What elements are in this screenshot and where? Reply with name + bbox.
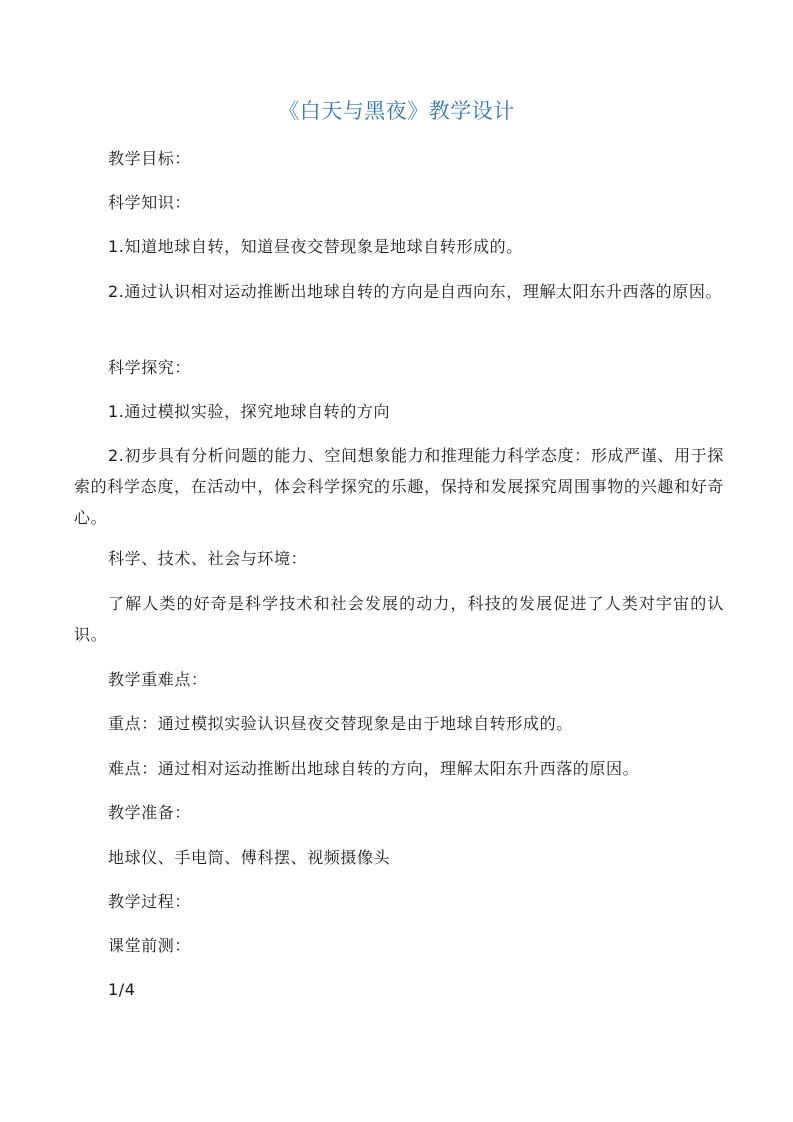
document-title: 《白天与黑夜》教学设计 bbox=[278, 99, 515, 123]
paragraph-knowledge-item-2: 2.通过认识相对运动推断出地球自转的方向是自西向东，理解太阳东升西落的原因。 bbox=[108, 282, 723, 301]
paragraph-science-knowledge-heading: 科学知识： bbox=[108, 193, 192, 212]
paragraph-key-point: 重点：通过模拟实验认识昼夜交替现象是由于地球自转形成的。 bbox=[108, 714, 573, 733]
paragraph-process-heading: 教学过程： bbox=[108, 892, 192, 911]
paragraph-key-difficulty-heading: 教学重难点： bbox=[108, 670, 208, 689]
paragraph-stse-content: 了解人类的好奇是科学技术和社会发展的动力，科技的发展促进了人类对宇宙的认识。 bbox=[74, 594, 724, 644]
paragraph-teaching-goals-heading: 教学目标： bbox=[108, 149, 192, 168]
paragraph-preparation-materials: 地球仪、手电筒、傅科摆、视频摄像头 bbox=[108, 848, 391, 867]
paragraph-inquiry-item-2: 2.初步具有分析问题的能力、空间想象能力和推理能力科学态度：形成严谨、用于探索的科学态度，在活动中，体会科学探究的乐趣，保持和发展探究周围事物的兴趣和好奇心。 bbox=[74, 446, 724, 527]
paragraph-preparation-heading: 教学准备： bbox=[108, 803, 192, 822]
paragraph-inquiry-item-1: 1.通过模拟实验，探究地球自转的方向 bbox=[108, 402, 391, 421]
paragraph-pre-test-heading: 课堂前测： bbox=[108, 936, 192, 955]
paragraph-difficult-point: 难点：通过相对运动推断出地球自转的方向，理解太阳东升西落的原因。 bbox=[108, 759, 640, 778]
page-number: 1/4 bbox=[108, 980, 136, 999]
paragraph-science-inquiry-heading: 科学探究： bbox=[108, 358, 192, 377]
paragraph-stse-heading: 科学、技术、社会与环境： bbox=[108, 549, 308, 568]
paragraph-knowledge-item-1: 1.知道地球自转，知道昼夜交替现象是地球自转形成的。 bbox=[108, 237, 523, 256]
